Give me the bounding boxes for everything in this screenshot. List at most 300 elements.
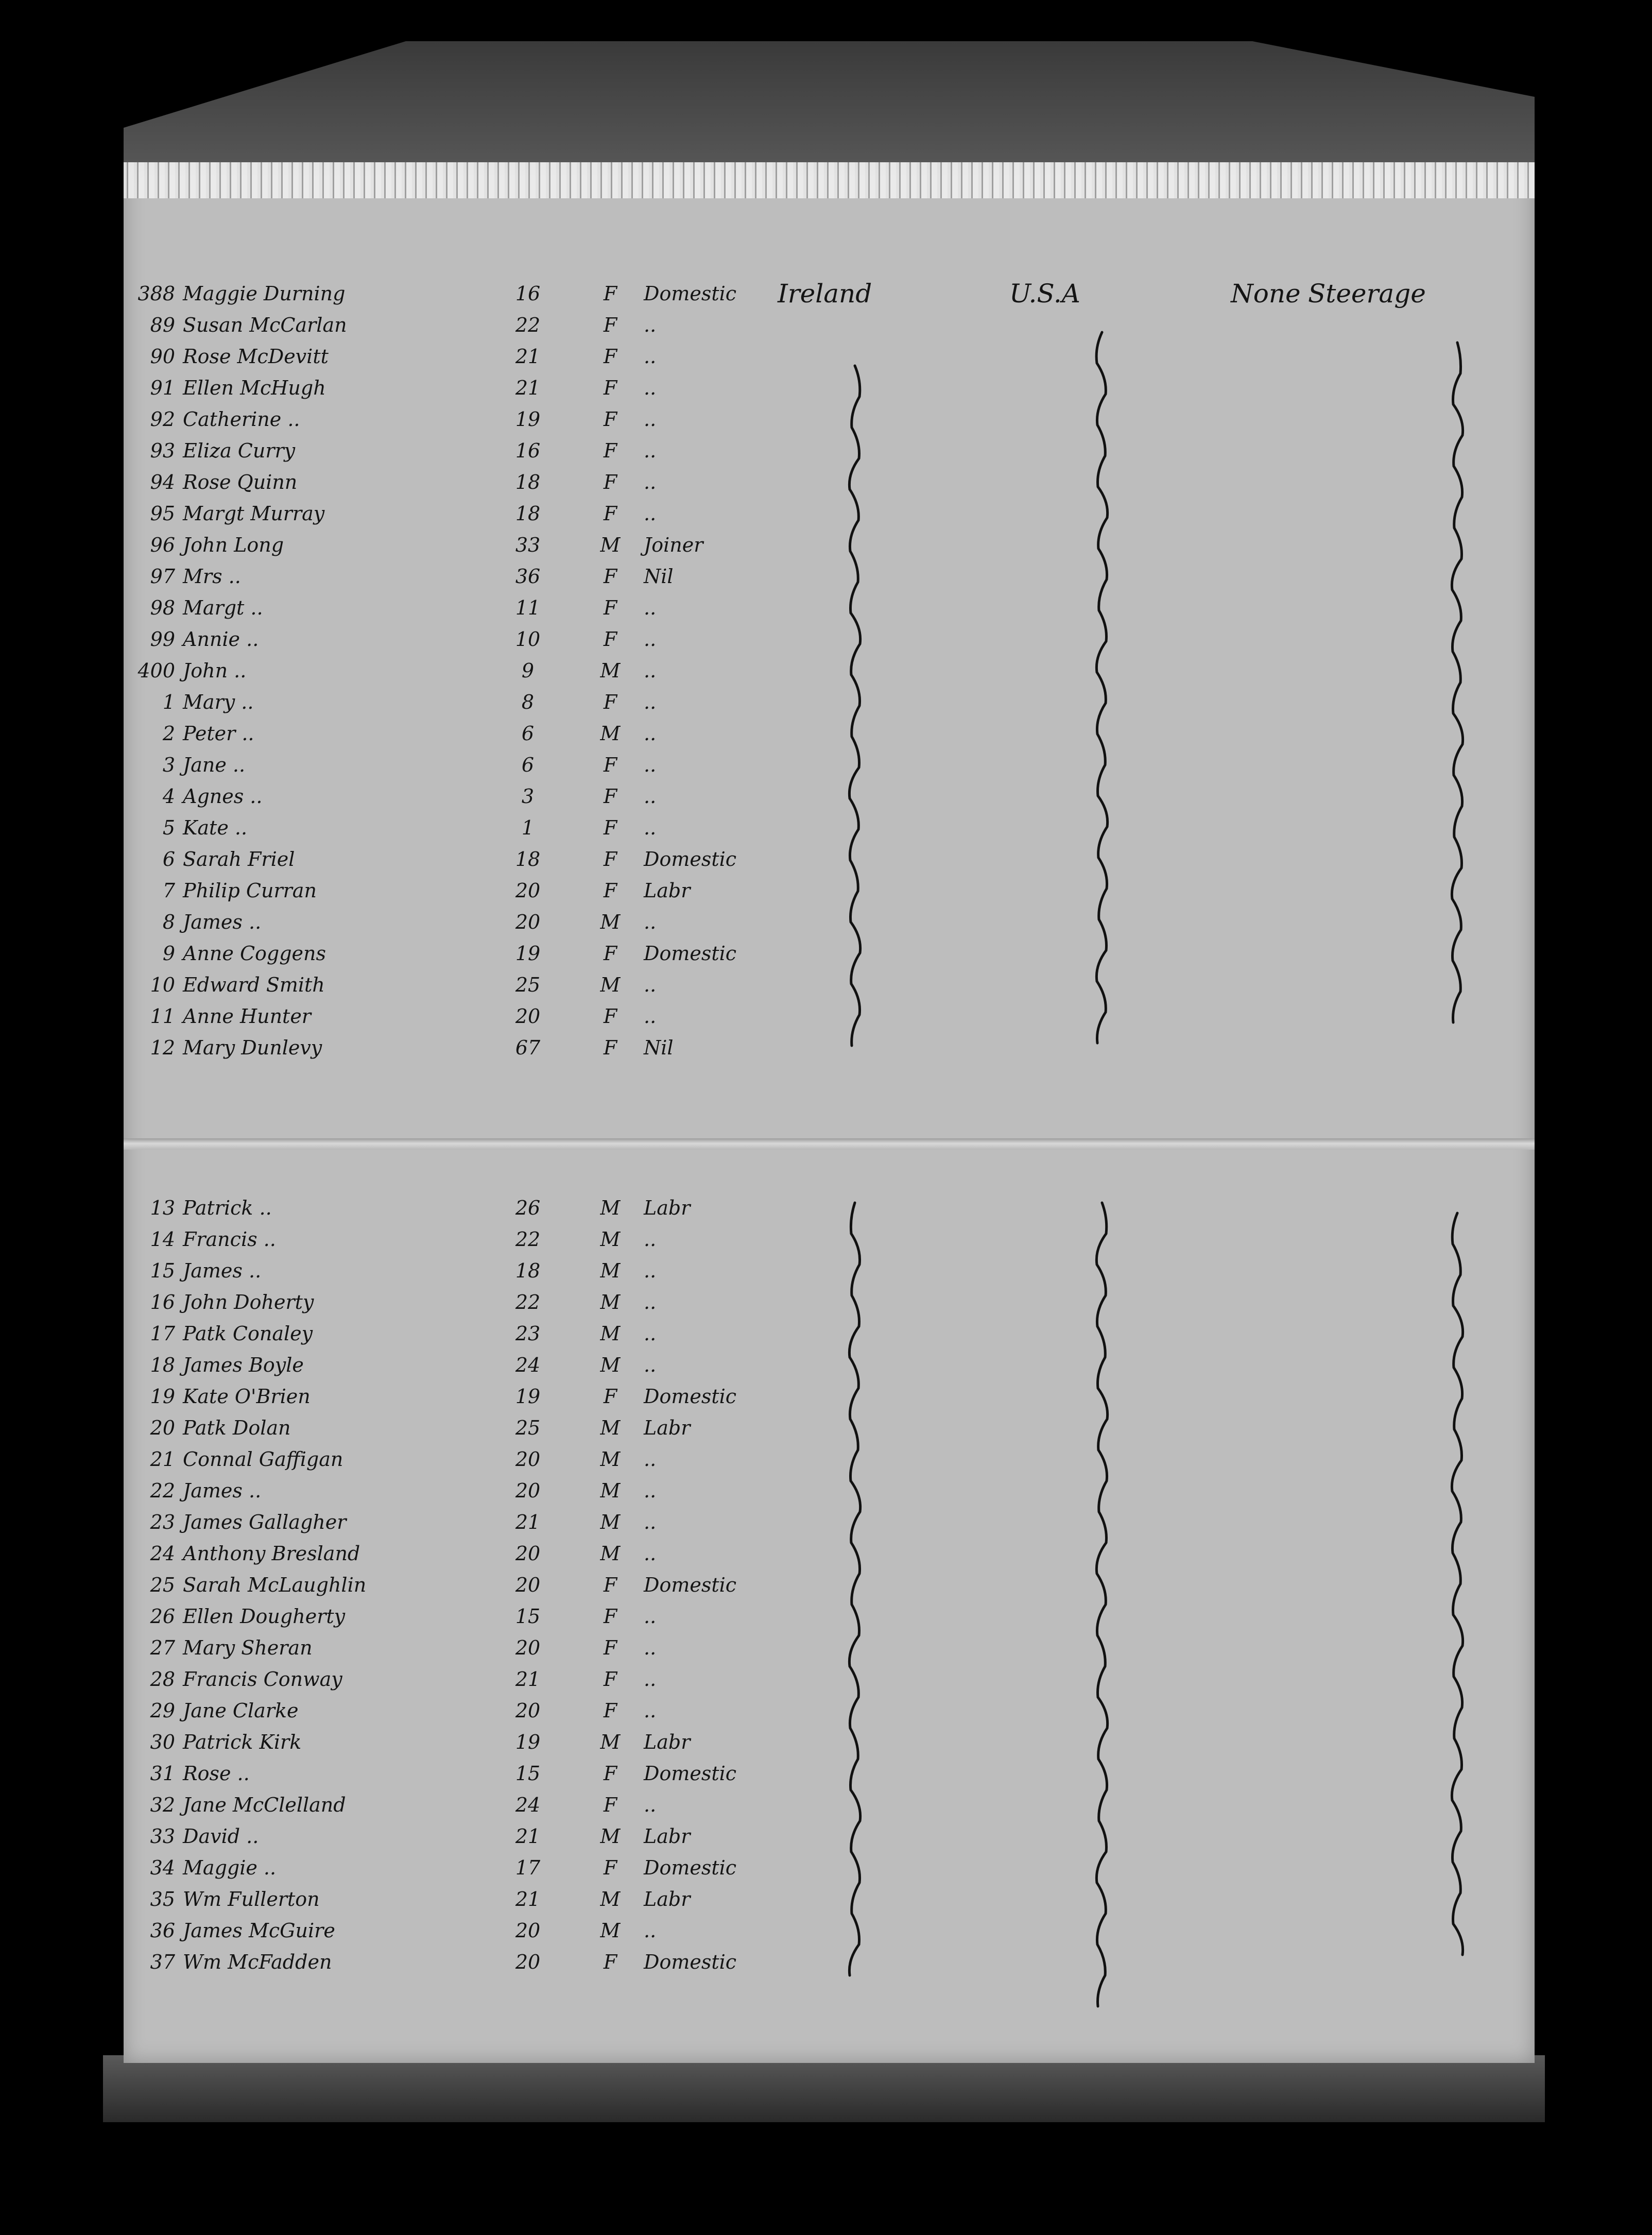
passenger-name: Rose .. — [183, 1762, 250, 1785]
passenger-number: 5 — [162, 816, 175, 839]
passenger-name: Patrick .. — [183, 1197, 272, 1219]
manifest-row — [124, 1318, 1535, 1349]
passenger-sex: M — [600, 1731, 621, 1753]
passenger-age: 21 — [515, 377, 541, 399]
passenger-name: Margt Murray — [183, 502, 325, 525]
destination-ditto-line — [1081, 332, 1123, 1053]
passenger-name: Mary .. — [183, 691, 254, 713]
manifest-row — [124, 938, 1535, 969]
passenger-name: Mary Sheran — [183, 1636, 313, 1659]
passenger-sex: F — [603, 314, 617, 336]
passenger-name: Edward Smith — [183, 974, 325, 996]
passenger-name: Ellen McHugh — [183, 377, 326, 399]
passenger-age: 17 — [515, 1856, 541, 1879]
passenger-name: Francis Conway — [183, 1668, 342, 1691]
passenger-number: 28 — [150, 1668, 175, 1691]
passenger-sex: M — [600, 1228, 621, 1251]
manifest-row — [124, 749, 1535, 780]
passenger-sex: M — [600, 659, 621, 682]
passenger-sex: F — [603, 1856, 617, 1879]
passenger-name: Sarah McLaughlin — [183, 1574, 367, 1596]
passenger-occupation: Domestic — [644, 1574, 737, 1596]
manifest-row — [124, 718, 1535, 749]
passenger-occupation: .. — [644, 471, 657, 493]
passenger-occupation: .. — [644, 1259, 657, 1282]
passenger-name: James McGuire — [183, 1919, 335, 1942]
passenger-sex: M — [600, 1259, 621, 1282]
passenger-occupation: Labr — [644, 1825, 691, 1848]
passenger-age: 9 — [521, 659, 535, 682]
passenger-age: 3 — [521, 785, 535, 808]
passenger-sex: F — [603, 816, 617, 839]
passenger-occupation: .. — [644, 628, 657, 651]
passenger-sex: F — [603, 565, 617, 588]
manifest-row — [124, 875, 1535, 906]
passenger-sex: M — [600, 1919, 621, 1942]
passenger-age: 20 — [515, 911, 541, 933]
passenger-age: 22 — [515, 314, 541, 336]
passenger-number: 15 — [150, 1259, 175, 1282]
passenger-sex: F — [603, 1005, 617, 1028]
passenger-name: Susan McCarlan — [183, 314, 347, 336]
passenger-occupation: .. — [644, 314, 657, 336]
passenger-age: 10 — [515, 628, 541, 651]
passenger-name: John Doherty — [183, 1291, 314, 1313]
location-ditto-line-lower — [1437, 1213, 1478, 1975]
passenger-sex: M — [600, 1511, 621, 1533]
passenger-occupation: .. — [644, 408, 657, 431]
passenger-age: 19 — [515, 408, 541, 431]
passenger-sex: F — [603, 628, 617, 651]
passenger-name: Kate O'Brien — [183, 1385, 311, 1408]
passenger-number: 30 — [150, 1731, 175, 1753]
manifest-row — [124, 530, 1535, 560]
passenger-age: 21 — [515, 1668, 541, 1691]
passenger-number: 35 — [150, 1888, 175, 1910]
passenger-occupation: Labr — [644, 1197, 691, 1219]
manifest-row — [124, 1789, 1535, 1820]
passenger-number: 25 — [150, 1574, 175, 1596]
passenger-age: 20 — [515, 1479, 541, 1502]
passenger-occupation: .. — [644, 1605, 657, 1628]
manifest-row — [124, 655, 1535, 686]
passenger-age: 21 — [515, 1888, 541, 1910]
passenger-occupation: Labr — [644, 1731, 691, 1753]
passenger-sex: M — [600, 1825, 621, 1848]
passenger-number: 98 — [150, 596, 175, 619]
passenger-sex: F — [603, 691, 617, 713]
passenger-number: 400 — [137, 659, 175, 682]
passenger-sex: F — [603, 1668, 617, 1691]
manifest-row — [124, 341, 1535, 372]
passenger-occupation: Domestic — [644, 848, 737, 871]
manifest-row — [124, 1852, 1535, 1883]
passenger-sex: M — [600, 974, 621, 996]
passenger-sex: M — [600, 1542, 621, 1565]
passenger-name: James Boyle — [183, 1354, 304, 1376]
passenger-occupation: .. — [644, 1794, 657, 1816]
passenger-occupation: .. — [644, 1354, 657, 1376]
passenger-number: 36 — [150, 1919, 175, 1942]
passenger-age: 67 — [515, 1036, 541, 1059]
passenger-age: 6 — [521, 722, 535, 745]
passenger-number: 20 — [150, 1417, 175, 1439]
manifest-row — [124, 1224, 1535, 1255]
passenger-name: Kate .. — [183, 816, 248, 839]
manifest-row — [124, 969, 1535, 1000]
passenger-name: Maggie Durning — [183, 282, 346, 305]
passenger-number: 31 — [150, 1762, 175, 1785]
passenger-age: 36 — [515, 565, 541, 588]
passenger-occupation: .. — [644, 1636, 657, 1659]
passenger-number: 11 — [150, 1005, 175, 1028]
passenger-number: 90 — [150, 345, 175, 368]
passenger-occupation: Nil — [644, 565, 674, 588]
passenger-sex: M — [600, 1888, 621, 1910]
passenger-occupation: .. — [644, 722, 657, 745]
passenger-sex: F — [603, 1605, 617, 1628]
manifest-row — [124, 467, 1535, 498]
passenger-sex: F — [603, 848, 617, 871]
passenger-occupation: .. — [644, 439, 657, 462]
passenger-sex: F — [603, 502, 617, 525]
passenger-age: 20 — [515, 1699, 541, 1722]
passenger-number: 22 — [150, 1479, 175, 1502]
passenger-sex: F — [603, 1385, 617, 1408]
passenger-occupation: .. — [644, 377, 657, 399]
manifest-row — [124, 1821, 1535, 1852]
passenger-sex: F — [603, 282, 617, 305]
passenger-age: 21 — [515, 1825, 541, 1848]
passenger-location: Steerage — [1308, 279, 1426, 309]
manifest-row — [124, 844, 1535, 875]
passenger-country: Ireland — [778, 279, 872, 309]
passenger-number: 12 — [150, 1036, 175, 1059]
passenger-name: Wm Fullerton — [183, 1888, 320, 1910]
passenger-age: 6 — [521, 754, 535, 776]
passenger-occupation: Labr — [644, 1888, 691, 1910]
passenger-sex: F — [603, 439, 617, 462]
passenger-occupation: Joiner — [644, 534, 703, 556]
passenger-sex: M — [600, 1417, 621, 1439]
manifest-row — [124, 1444, 1535, 1475]
passenger-age: 15 — [515, 1605, 541, 1628]
passenger-age: 23 — [515, 1322, 541, 1345]
passenger-name: Francis .. — [183, 1228, 276, 1251]
passenger-occupation: .. — [644, 1322, 657, 1345]
passenger-occupation: .. — [644, 1919, 657, 1942]
passenger-number: 96 — [150, 534, 175, 556]
passenger-occupation: .. — [644, 1291, 657, 1313]
passenger-destination: U.S.A — [1009, 279, 1080, 309]
passenger-occupation: Labr — [644, 1417, 691, 1439]
manifest-row — [124, 1475, 1535, 1506]
manifest-row — [124, 1758, 1535, 1789]
passenger-name: Philip Curran — [183, 879, 317, 902]
passenger-name: David .. — [183, 1825, 259, 1848]
passenger-name: Jane Clarke — [183, 1699, 299, 1722]
manifest-row — [124, 624, 1535, 655]
passenger-age: 22 — [515, 1228, 541, 1251]
manifest-row — [124, 1192, 1535, 1223]
manifest-row — [124, 907, 1535, 937]
passenger-sex: M — [600, 1291, 621, 1313]
passenger-occupation: .. — [644, 1699, 657, 1722]
passenger-occupation: .. — [644, 1479, 657, 1502]
passenger-number: 37 — [150, 1951, 175, 1973]
passenger-age: 20 — [515, 1919, 541, 1942]
passenger-name: Rose McDevitt — [183, 345, 329, 368]
passenger-number: 10 — [150, 974, 175, 996]
passenger-sex: F — [603, 1636, 617, 1659]
manifest-row — [124, 1538, 1535, 1569]
manifest-row — [124, 310, 1535, 340]
passenger-age: 20 — [515, 1574, 541, 1596]
passenger-sex: M — [600, 722, 621, 745]
passenger-name: Anne Hunter — [183, 1005, 311, 1028]
passenger-age: 11 — [515, 596, 541, 619]
passenger-age: 19 — [515, 1731, 541, 1753]
passenger-number: 18 — [150, 1354, 175, 1376]
passenger-number: 92 — [150, 408, 175, 431]
passenger-age: 22 — [515, 1291, 541, 1313]
passenger-sex: F — [603, 408, 617, 431]
passenger-age: 20 — [515, 1951, 541, 1973]
manifest-row — [124, 1032, 1535, 1063]
passenger-name: Rose Quinn — [183, 471, 298, 493]
passenger-occupation: .. — [644, 1228, 657, 1251]
passenger-name: James .. — [183, 1479, 262, 1502]
passenger-name: Ellen Dougherty — [183, 1605, 346, 1628]
passenger-name: Eliza Curry — [183, 439, 296, 462]
passenger-sex: F — [603, 1036, 617, 1059]
passenger-sex: M — [600, 911, 621, 933]
passenger-number: 388 — [137, 282, 175, 305]
passenger-occupation: Domestic — [644, 1951, 737, 1973]
passenger-number: 14 — [150, 1228, 175, 1251]
passenger-name: James Gallagher — [183, 1511, 347, 1533]
manifest-row — [124, 1601, 1535, 1632]
passenger-number: 4 — [162, 785, 175, 808]
manifest-row — [124, 1947, 1535, 1977]
passenger-occupation: Domestic — [644, 942, 737, 965]
passenger-number: 3 — [162, 754, 175, 776]
passenger-age: 18 — [515, 1259, 541, 1282]
passenger-sex: F — [603, 377, 617, 399]
passenger-age: 20 — [515, 879, 541, 902]
passenger-name: John .. — [183, 659, 247, 682]
passenger-occupation: .. — [644, 345, 657, 368]
manifest-page — [124, 162, 1535, 2063]
manifest-row — [124, 592, 1535, 623]
passenger-age: 25 — [515, 1417, 541, 1439]
passenger-age: 24 — [515, 1794, 541, 1816]
passenger-occupation: .. — [644, 1668, 657, 1691]
passenger-number: 21 — [150, 1448, 175, 1471]
passenger-occupation: Labr — [644, 879, 691, 902]
passenger-number: 2 — [162, 722, 175, 745]
passenger-age: 1 — [521, 816, 535, 839]
manifest-row — [124, 1915, 1535, 1946]
passenger-number: 91 — [150, 377, 175, 399]
passenger-name: Patk Dolan — [183, 1417, 291, 1439]
passenger-occupation: .. — [644, 502, 657, 525]
passenger-number: 95 — [150, 502, 175, 525]
manifest-row — [124, 1569, 1535, 1600]
passenger-name: Catherine .. — [183, 408, 300, 431]
passenger-name: Peter .. — [183, 722, 254, 745]
passenger-occupation: .. — [644, 596, 657, 619]
passenger-number: 29 — [150, 1699, 175, 1722]
passenger-age: 25 — [515, 974, 541, 996]
country-ditto-line-lower — [834, 1203, 875, 1996]
passenger-occupation: Domestic — [644, 282, 737, 305]
passenger-name: James .. — [183, 911, 262, 933]
manifest-row — [124, 404, 1535, 435]
manifest-row — [124, 1632, 1535, 1663]
passenger-name: John Long — [183, 534, 284, 556]
passenger-age: 26 — [515, 1197, 541, 1219]
location-ditto-line — [1437, 343, 1478, 1033]
manifest-row — [124, 1255, 1535, 1286]
passenger-occupation: .. — [644, 659, 657, 682]
passenger-name: Mrs .. — [183, 565, 241, 588]
passenger-sex: F — [603, 942, 617, 965]
passenger-name: Jane McClelland — [183, 1794, 346, 1816]
passenger-name: Patrick Kirk — [183, 1731, 302, 1753]
manifest-row — [124, 561, 1535, 592]
manifest-row — [124, 1884, 1535, 1915]
manifest-row — [124, 372, 1535, 403]
passenger-occupation: .. — [644, 1005, 657, 1028]
passenger-sex: F — [603, 1574, 617, 1596]
passenger-occupation: .. — [644, 974, 657, 996]
passenger-age: 16 — [515, 439, 541, 462]
manifest-row — [124, 1664, 1535, 1695]
manifest-row — [124, 812, 1535, 843]
passenger-age: 20 — [515, 1636, 541, 1659]
passenger-sex: F — [603, 754, 617, 776]
passenger-age: 19 — [515, 1385, 541, 1408]
passenger-age: 18 — [515, 471, 541, 493]
passenger-name: Sarah Friel — [183, 848, 295, 871]
passenger-number: 9 — [162, 942, 175, 965]
passenger-sex: F — [603, 596, 617, 619]
manifest-row — [124, 1381, 1535, 1412]
passenger-sex: F — [603, 785, 617, 808]
manifest-row — [124, 1507, 1535, 1538]
passenger-name: Mary Dunlevy — [183, 1036, 322, 1059]
manifest-row — [124, 1287, 1535, 1318]
passenger-number: 23 — [150, 1511, 175, 1533]
passenger-number: 97 — [150, 565, 175, 588]
passenger-age: 19 — [515, 942, 541, 965]
passenger-name: Anthony Bresland — [183, 1542, 360, 1565]
passenger-age: 21 — [515, 345, 541, 368]
passenger-number: 99 — [150, 628, 175, 651]
passenger-number: 13 — [150, 1197, 175, 1219]
passenger-sex: M — [600, 1479, 621, 1502]
passenger-number: 89 — [150, 314, 175, 336]
passenger-occupation: .. — [644, 691, 657, 713]
passenger-age: 21 — [515, 1511, 541, 1533]
manifest-row — [124, 1001, 1535, 1032]
passenger-sex: F — [603, 1762, 617, 1785]
passenger-sex: M — [600, 534, 621, 556]
passenger-sex: F — [603, 879, 617, 902]
binding-bottom-edge — [103, 2055, 1545, 2122]
passenger-number: 33 — [150, 1825, 175, 1848]
passenger-sex: M — [600, 1354, 621, 1376]
passenger-name: James .. — [183, 1259, 262, 1282]
passenger-name: Margt .. — [183, 596, 263, 619]
manifest-row — [124, 498, 1535, 529]
page-fold-line — [124, 1138, 1535, 1150]
passenger-age: 20 — [515, 1542, 541, 1565]
manifest-row — [124, 278, 1535, 309]
passenger-name: Annie .. — [183, 628, 259, 651]
passenger-occupation: .. — [644, 1542, 657, 1565]
passenger-age: 20 — [515, 1448, 541, 1471]
passenger-age: 24 — [515, 1354, 541, 1376]
manifest-row — [124, 781, 1535, 812]
manifest-row — [124, 1412, 1535, 1443]
passenger-occupation: .. — [644, 816, 657, 839]
manifest-row — [124, 435, 1535, 466]
passenger-sex: M — [600, 1197, 621, 1219]
passenger-sex: F — [603, 471, 617, 493]
passenger-sex: F — [603, 1951, 617, 1973]
manifest-row — [124, 1695, 1535, 1726]
passenger-death-note: None — [1231, 279, 1301, 309]
manifest-row — [124, 1350, 1535, 1380]
passenger-occupation: .. — [644, 1448, 657, 1471]
passenger-occupation: .. — [644, 785, 657, 808]
passenger-age: 18 — [515, 848, 541, 871]
country-ditto-line — [834, 366, 875, 1056]
passenger-sex: F — [603, 1794, 617, 1816]
passenger-sex: M — [600, 1322, 621, 1345]
passenger-occupation: Nil — [644, 1036, 674, 1059]
passenger-age: 20 — [515, 1005, 541, 1028]
passenger-name: Jane .. — [183, 754, 246, 776]
passenger-number: 7 — [162, 879, 175, 902]
passenger-number: 6 — [162, 848, 175, 871]
passenger-number: 94 — [150, 471, 175, 493]
passenger-number: 93 — [150, 439, 175, 462]
passenger-name: Anne Coggens — [183, 942, 326, 965]
destination-ditto-line-lower — [1081, 1203, 1123, 2006]
passenger-number: 24 — [150, 1542, 175, 1565]
passenger-occupation: .. — [644, 911, 657, 933]
passenger-sex: M — [600, 1448, 621, 1471]
manifest-row — [124, 1727, 1535, 1758]
passenger-sex: F — [603, 345, 617, 368]
passenger-number: 8 — [162, 911, 175, 933]
passenger-occupation: Domestic — [644, 1385, 737, 1408]
passenger-age: 33 — [515, 534, 541, 556]
passenger-name: Agnes .. — [183, 785, 263, 808]
passenger-age: 15 — [515, 1762, 541, 1785]
passenger-age: 8 — [521, 691, 535, 713]
manifest-row — [124, 687, 1535, 718]
passenger-number: 32 — [150, 1794, 175, 1816]
passenger-number: 16 — [150, 1291, 175, 1313]
passenger-occupation: Domestic — [644, 1762, 737, 1785]
passenger-age: 16 — [515, 282, 541, 305]
passenger-number: 27 — [150, 1636, 175, 1659]
passenger-occupation: .. — [644, 1511, 657, 1533]
